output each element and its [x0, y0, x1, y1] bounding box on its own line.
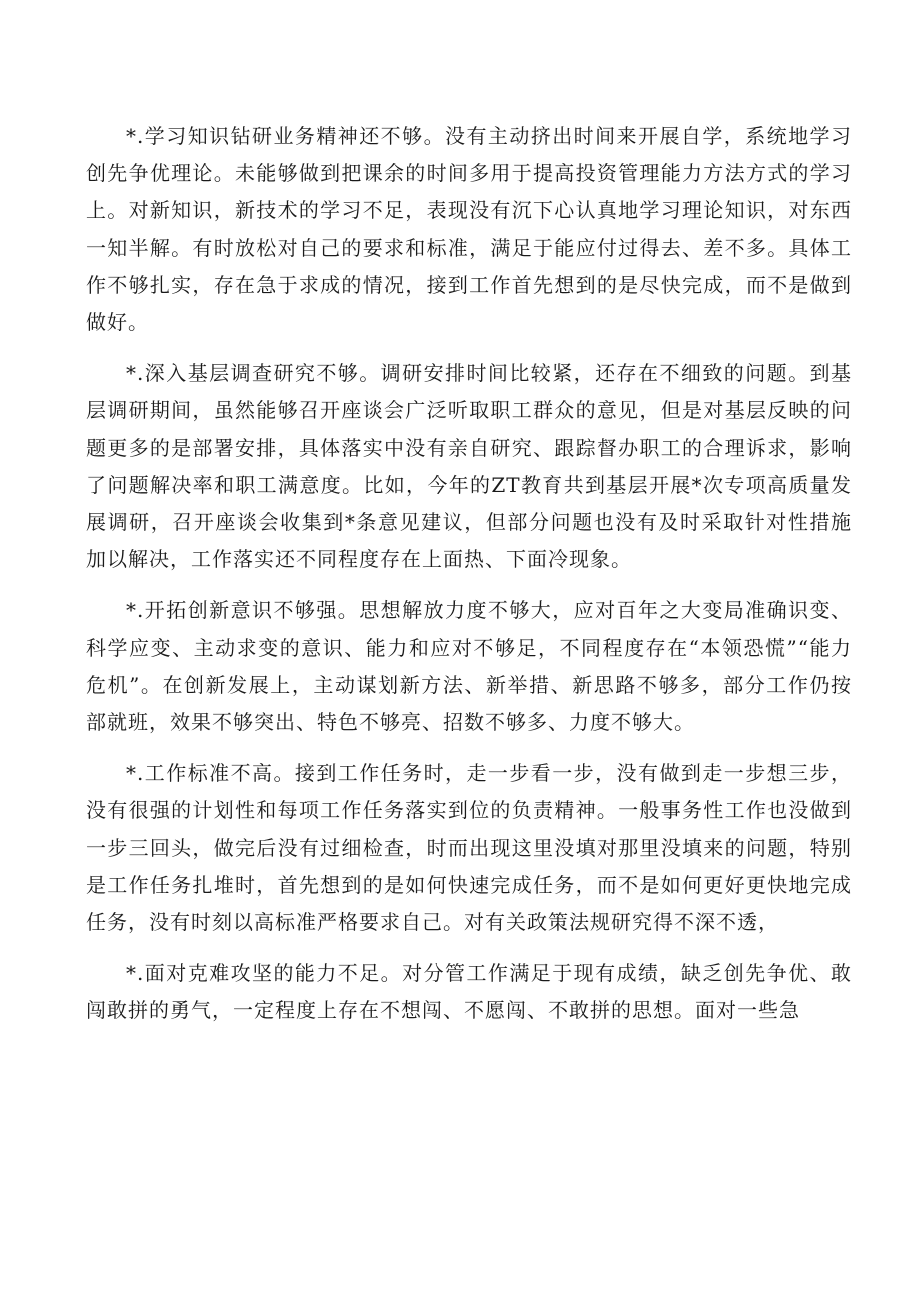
document-body: [86, 118, 852, 1030]
paragraph-work-standards: *.工作标准不高。接到工作任务时，走一步看一步，没有做到走一步想三步，没有很强的计划性和每项工作任务落实到位的负责精神。一般事务性工作也没做到一步三回头，做完后没有过细检查，时而出现这里没填对那里没填来的问题，特别是工作任务扎堆时，首先想到的是如何快速完成任务，而不是如何更好更快地完成任务，没有时刻以高标准严格要求自己。对有关政策法规研究得不深不透，: [86, 761, 852, 935]
paragraph-grassroots-research: *.深入基层调查研究不够。调研安排时间比较紧，还存在不细致的问题。到基层调研期间，虽然能够召开座谈会广泛听取职工群众的意见，但是对基层反映的问题更多的是部署安排，具体落实中没有亲自研究、跟踪督办职工的合理诉求，影响了问题解决率和职工满意度。比如，今年的ZT教育共到基层开展*次专项高质量发展调研，召开座谈会收集到*条意见建议，但部分问题也没有及时采取针对性措施加以解决，工作落实还不同程度存在上面热、下面冷现象。: [86, 361, 852, 572]
paragraph-overcoming-difficulties: *.面对克难攻坚的能力不足。对分管工作满足于现有成绩，缺乏创先争优、敢闯敢拼的勇气，一定程度上存在不想闯、不愿闯、不敢拼的思想。面对一些急: [86, 961, 852, 1023]
paragraph-study: *.学习知识钻研业务精神还不够。没有主动挤出时间来开展自学，系统地学习创先争优理论。未能够做到把课余的时间多用于提高投资管理能力方法方式的学习上。对新知识，新技术的学习不足，表现没有沉下心认真地学习理论知识，对东西一知半解。有时放松对自己的要求和标准，满足于能应付过得去、差不多。具体工作不够扎实，存在急于求成的情况，接到工作首先想到的是尽快完成，而不是做到做好。: [86, 124, 852, 335]
paragraph-innovation: *.开拓创新意识不够强。思想解放力度不够大，应对百年之大变局准确识变、科学应变、主动求变的意识、能力和应对不够足，不同程度存在“本领恐慌”“能力危机”。在创新发展上，主动谋划新方法、新举措、新思路不够多，部分工作仍按部就班，效果不够突出、特色不够亮、招数不够多、力度不够大。: [86, 598, 852, 735]
